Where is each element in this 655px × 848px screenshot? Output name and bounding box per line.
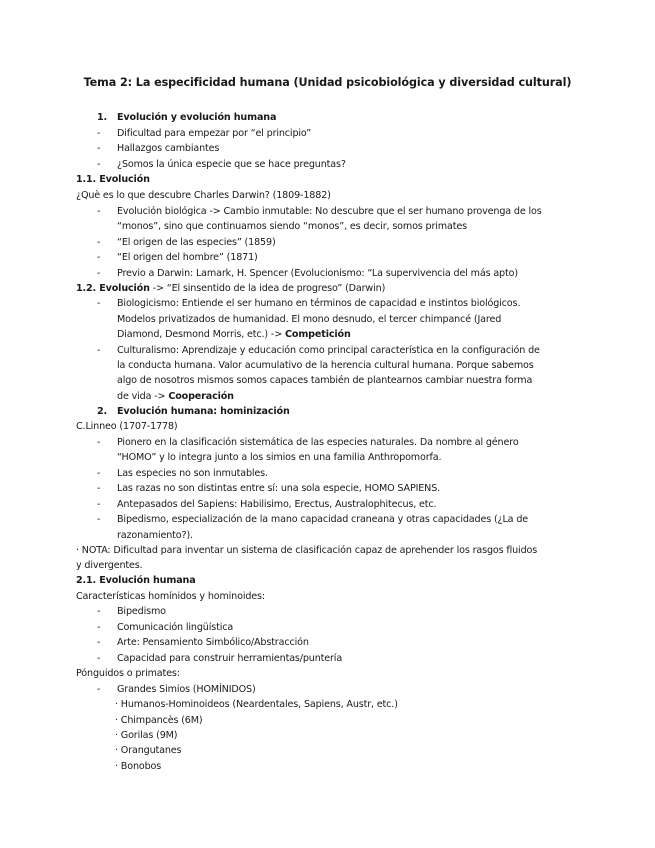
- list-item: Bipedismo, especialización de la mano capacidad craneana y otras capacidades (¿La de: [117, 514, 529, 525]
- subsection-heading: 2.1. Evolución humana: [76, 575, 196, 586]
- section-1-heading: Evolución y evolución humana: [117, 112, 277, 123]
- list-item: Comunicación lingüística: [117, 622, 234, 633]
- bullet-dash: -: [97, 684, 101, 695]
- list-item: Arte: Pensamiento Simbólico/Abstracción: [117, 637, 309, 648]
- intro-text: Pónguidos o primates:: [76, 668, 180, 679]
- bullet-dash: -: [97, 159, 101, 170]
- list-item-continuation: la conducta humana. Valor acumulativo de la herencia cultural humana. Porque sabemos: [117, 360, 534, 371]
- list-item-continuation: “monos”, sino que continuamos siendo “monos”, es decir, somos primates: [117, 221, 467, 232]
- list-item-continuation: Diamond, Desmond Morris, etc.) -> Competición: [117, 329, 351, 340]
- list-item: Las razas no son distintas entre sí: una sola especie, HOMO SAPIENS.: [117, 483, 441, 494]
- list-item-continuation: “HOMO” y lo integra junto a los simios en una familia Anthropomorfa.: [117, 452, 442, 463]
- bullet-dash: -: [97, 237, 101, 248]
- intro-text: Características homínidos y hominoides:: [76, 591, 265, 602]
- bullet-dash: -: [97, 637, 101, 648]
- note-text: · NOTA: Dificultad para inventar un sistema de clasificación capaz de aprehender los rasgos fluidos: [76, 545, 538, 556]
- bullet-dash: -: [97, 143, 101, 154]
- bullet-dash: -: [97, 483, 101, 494]
- bullet-dash: -: [97, 514, 101, 525]
- list-item: Bipedismo: [117, 606, 166, 617]
- section-2-heading: Evolución humana: hominización: [117, 406, 290, 417]
- bullet-dash: -: [97, 468, 101, 479]
- list-item: Pionero en la clasificación sistemática de las especies naturales. Da nombre al género: [117, 437, 519, 448]
- bullet-dash: -: [97, 298, 101, 309]
- question-text: ¿Què es lo que descubre Charles Darwin? (1809-1882): [76, 190, 331, 201]
- subsection-heading: 1.2. Evolución -> “El sinsentido de la idea de progreso” (Darwin): [76, 283, 386, 294]
- list-item: Hallazgos cambiantes: [117, 143, 220, 154]
- list-item: “El origen de las especies” (1859): [117, 237, 276, 248]
- section-1-number: 1.: [97, 112, 108, 123]
- bullet-dash: -: [97, 499, 101, 510]
- list-item-continuation: Modelos privatizados de humanidad. El mono desnudo, el tercer chimpancé (Jared: [117, 314, 502, 325]
- bullet-dash: -: [97, 268, 101, 279]
- sub-list-item: · Bonobos: [115, 761, 162, 772]
- bullet-dash: -: [97, 252, 101, 263]
- subsection-heading: 1.1. Evolución: [76, 174, 150, 185]
- list-item: Dificultad para empezar por “el principio”: [117, 128, 312, 139]
- list-item: Grandes Simios (HOMÍNIDOS): [117, 684, 256, 695]
- sub-list-item: · Humanos-Hominoideos (Neardentales, Sapiens, Austr, etc.): [115, 699, 398, 710]
- bullet-dash: -: [97, 622, 101, 633]
- list-item: Biologicismo: Entiende el ser humano en términos de capacidad e instintos biológicos.: [117, 298, 521, 309]
- sub-list-item: · Orangutanes: [115, 745, 182, 756]
- intro-text: C.Linneo (1707-1778): [76, 421, 178, 432]
- list-item: Previo a Darwin: Lamark, H. Spencer (Evolucionismo: “La supervivencia del más apto): [117, 268, 518, 279]
- section-2-number: 2.: [97, 406, 108, 417]
- bullet-dash: -: [97, 653, 101, 664]
- list-item-continuation: de vida -> Cooperación: [117, 391, 234, 402]
- bullet-dash: -: [97, 437, 101, 448]
- list-item: ¿Somos la única especie que se hace preguntas?: [117, 159, 346, 170]
- list-item: Culturalismo: Aprendizaje y educación como principal característica en la configuración de: [117, 345, 540, 356]
- bullet-dash: -: [97, 128, 101, 139]
- sub-list-item: · Chimpancès (6M): [115, 715, 203, 726]
- list-item: Antepasados del Sapiens: Habilisimo, Erectus, Australophitecus, etc.: [117, 499, 437, 510]
- list-item: “El origen del hombre” (1871): [117, 252, 258, 263]
- note-text-continuation: y divergentes.: [76, 560, 143, 571]
- page-title: Tema 2: La especificidad humana (Unidad psicobiológica y diversidad cultural): [83, 76, 572, 89]
- list-item: Las especies no son inmutables.: [117, 468, 268, 479]
- bullet-dash: -: [97, 345, 101, 356]
- sub-list-item: · Gorilas (9M): [115, 730, 178, 741]
- list-item: Evolución biológica -> Cambio inmutable: No descubre que el ser humano provenga de los: [117, 206, 542, 217]
- bullet-dash: -: [97, 206, 101, 217]
- list-item-continuation: algo de nosotros mismos somos capaces también de plantearnos cambiar nuestra forma: [117, 375, 533, 386]
- bullet-dash: -: [97, 606, 101, 617]
- list-item-continuation: razonamiento?).: [117, 530, 193, 541]
- list-item: Capacidad para construir herramientas/puntería: [117, 653, 343, 664]
